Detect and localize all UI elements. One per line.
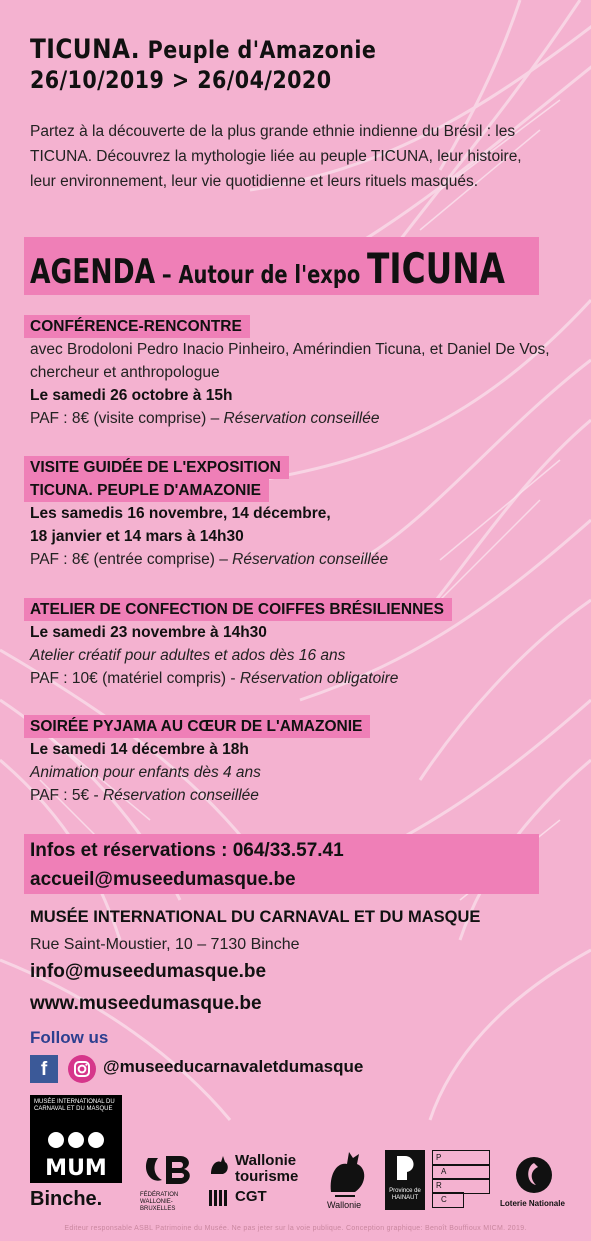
follow-us-label: Follow us xyxy=(30,1028,109,1047)
parc-letter-c: C xyxy=(441,1195,447,1204)
event-booking: Réservation conseillée xyxy=(223,410,380,427)
event-conference xyxy=(30,315,570,430)
hainaut-label: Province de HAINAUT xyxy=(389,1188,421,1201)
agenda-subtitle: – Autour de l'expo xyxy=(155,260,368,289)
cgt-mark xyxy=(209,1190,229,1206)
agenda-ticuna: TICUNA xyxy=(367,244,505,293)
exhibition-title xyxy=(30,34,376,65)
wt-line1: Wallonie xyxy=(235,1152,297,1169)
event-date-2: 18 janvier et 14 mars à 14h30 xyxy=(30,528,244,545)
event-date: Les samedis 16 novembre, 14 décembre, xyxy=(30,505,331,522)
footer-credits: Editeur responsable ASBL Patrimoine du Musée. Ne pas jeter sur la voie publique. Conception graphique: Benoît Bouffioux MICM. 2019. xyxy=(64,1225,527,1232)
loterie-logo xyxy=(500,1155,570,1215)
hainaut-mark xyxy=(385,1150,425,1186)
parc-letter-a: A xyxy=(441,1167,447,1176)
parc-box-c xyxy=(432,1192,464,1208)
rooster-icon xyxy=(207,1154,231,1178)
event-title: CONFÉRENCE-RENCONTRE xyxy=(24,315,250,338)
event-title: VISITE GUIDÉE DE L'EXPOSITION xyxy=(24,456,289,479)
parc-letter-r: R xyxy=(436,1181,442,1190)
federation-logo xyxy=(140,1150,200,1210)
loterie-label: Loterie Nationale xyxy=(500,1199,565,1208)
museum-address: Rue Saint-Moustier, 10 – 7130 Binche xyxy=(30,936,300,953)
mum-letters: MUM xyxy=(45,1156,107,1181)
mum-logo-caption: MUSÉE INTERNATIONAL DU CARNAVAL ET DU MASQUE xyxy=(34,1099,115,1112)
binche-logo: Binche. xyxy=(30,1188,103,1210)
social-handle[interactable]: @museeducarnavaletdumasque xyxy=(103,1057,364,1076)
event-booking: Réservation obligatoire xyxy=(239,670,399,687)
infos-block xyxy=(30,836,344,894)
hainaut-logo xyxy=(385,1150,425,1210)
wallonie-logo xyxy=(325,1148,375,1218)
museum-name: MUSÉE INTERNATIONAL DU CARNAVAL ET DU MASQUE xyxy=(30,908,481,926)
event-title: ATELIER DE CONFECTION DE COIFFES BRÉSILIENNES xyxy=(24,598,452,621)
wallonie-tourisme-logo xyxy=(207,1152,319,1212)
wallonie-rooster-icon xyxy=(325,1148,369,1198)
wallonie-label: Wallonie xyxy=(327,1200,362,1210)
exhibition-dates: 26/10/2019 > 26/04/2020 xyxy=(30,66,332,94)
event-title-2: TICUNA. PEUPLE D'AMAZONIE xyxy=(24,479,269,502)
title-main: TICUNA. xyxy=(30,34,141,65)
event-guided-tour xyxy=(30,456,570,571)
federation-mark xyxy=(140,1150,200,1190)
instagram-icon[interactable] xyxy=(68,1055,96,1083)
federation-label: FÉDÉRATION WALLONIE-BRUXELLES xyxy=(140,1192,179,1212)
event-title: SOIRÉE PYJAMA AU CŒUR DE L'AMAZONIE xyxy=(24,715,370,738)
wt-line2: tourisme xyxy=(235,1168,299,1185)
booking-email[interactable]: accueil@museedumasque.be xyxy=(30,869,296,890)
cgt-label: CGT xyxy=(235,1188,267,1205)
event-description: Animation pour enfants dès 4 ans xyxy=(30,764,261,781)
event-booking: Réservation conseillée xyxy=(232,551,389,568)
museum-email[interactable]: info@museedumasque.be xyxy=(30,961,267,982)
event-price: PAF : 8€ (visite comprise) – xyxy=(30,410,224,427)
intro-text: Partez à la découverte de la plus grande ethnie indienne du Brésil : les TICUNA. Découvrez la mythologie liée au peuple TICUNA, leur histoire, leur environnement, leur vie quotidienne et leurs rituels masqués. xyxy=(30,123,522,190)
agenda-word: AGENDA xyxy=(30,252,156,292)
parc-letter-p: P xyxy=(436,1153,442,1162)
event-date: Le samedi 26 octobre à 15h xyxy=(30,387,233,404)
event-booking: Réservation conseillée xyxy=(102,787,259,804)
museum-website[interactable]: www.museedumasque.be xyxy=(30,993,262,1014)
loterie-mark xyxy=(514,1155,554,1195)
facebook-icon[interactable]: f xyxy=(30,1055,58,1083)
event-price: PAF : 5€ - xyxy=(30,787,103,804)
event-date: Le samedi 23 novembre à 14h30 xyxy=(30,624,267,641)
mum-logo-mark xyxy=(30,1095,122,1183)
phone-line[interactable]: Infos et réservations : 064/33.57.41 xyxy=(30,840,344,861)
event-description: avec Brodoloni Pedro Inacio Pinheiro, Amérindien Ticuna, et Daniel De Vos, chercheur et anthropologue xyxy=(30,341,550,381)
event-price: PAF : 8€ (entrée comprise) – xyxy=(30,551,233,568)
agenda-heading xyxy=(30,244,505,293)
event-pyjama-night xyxy=(30,715,570,807)
event-price: PAF : 10€ (matériel compris) - xyxy=(30,670,240,687)
parc-logo xyxy=(432,1150,492,1212)
event-description: Atelier créatif pour adultes et ados dès 16 ans xyxy=(30,647,346,664)
event-date: Le samedi 14 décembre à 18h xyxy=(30,741,249,758)
mum-logo xyxy=(30,1095,122,1183)
title-rest: Peuple d'Amazonie xyxy=(147,36,377,64)
event-workshop xyxy=(30,598,570,690)
instagram-glyph xyxy=(68,1055,96,1083)
